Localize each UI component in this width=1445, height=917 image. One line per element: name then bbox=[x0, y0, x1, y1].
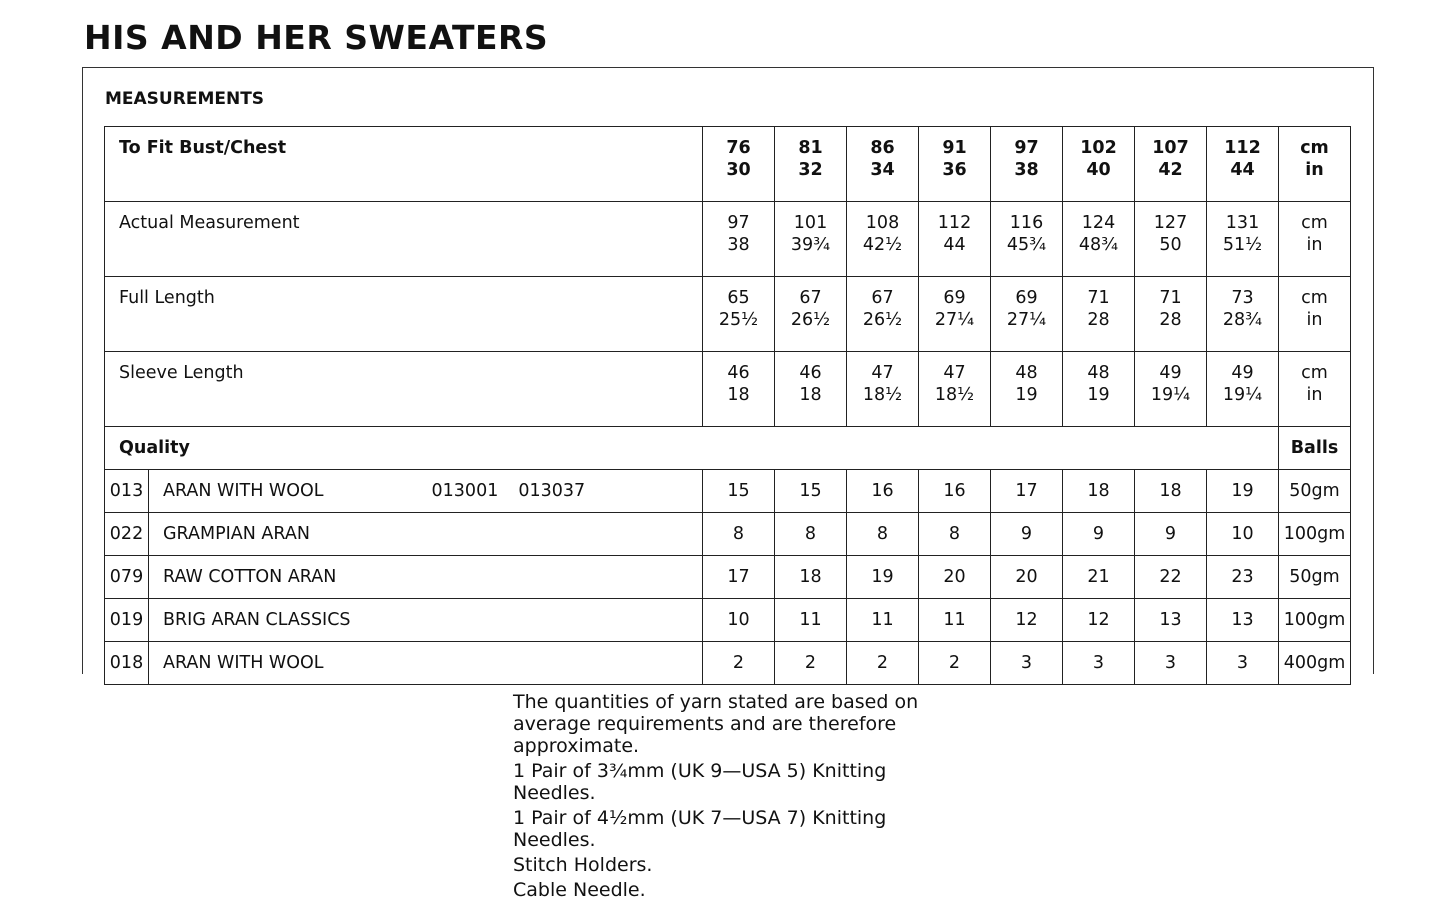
in-value: 26½ bbox=[862, 310, 903, 330]
yarn-name-cell bbox=[149, 642, 703, 685]
in-value: 42½ bbox=[862, 235, 903, 255]
note-line: 1 Pair of 4½mm (UK 7—USA 7) Knitting Needles. bbox=[513, 807, 887, 851]
in-value: 36 bbox=[942, 160, 967, 180]
cm-value: 69 bbox=[943, 288, 966, 308]
cm-value: 116 bbox=[1009, 213, 1044, 233]
measure-cell bbox=[1063, 277, 1135, 352]
cm-value: 107 bbox=[1152, 138, 1189, 158]
balls-cell: 9 bbox=[1063, 513, 1135, 556]
balls-cell: 12 bbox=[1063, 599, 1135, 642]
size-cell bbox=[991, 127, 1063, 202]
measure-cell bbox=[991, 202, 1063, 277]
balls-cell: 2 bbox=[703, 642, 775, 685]
ball-weight: 100gm bbox=[1279, 599, 1351, 642]
in-value: 19 bbox=[1015, 385, 1038, 405]
yarn-name: ARAN WITH WOOL bbox=[163, 653, 324, 673]
cm-value: cm bbox=[1300, 138, 1329, 158]
yarn-code: 022 bbox=[105, 513, 149, 556]
balls-label: Balls bbox=[1279, 427, 1351, 470]
ball-weight: 100gm bbox=[1279, 513, 1351, 556]
measure-cell bbox=[775, 202, 847, 277]
balls-cell: 11 bbox=[847, 599, 919, 642]
yarn-code: 079 bbox=[105, 556, 149, 599]
cm-value: 71 bbox=[1087, 288, 1110, 308]
measure-cell bbox=[775, 352, 847, 427]
balls-cell: 18 bbox=[1135, 470, 1207, 513]
measure-cell bbox=[1063, 202, 1135, 277]
yarn-name-cell bbox=[149, 599, 703, 642]
cm-value: 81 bbox=[798, 138, 823, 158]
in-value: 39¾ bbox=[790, 235, 831, 255]
size-cell bbox=[703, 127, 775, 202]
header-label: To Fit Bust/Chest bbox=[105, 127, 703, 202]
in-value: 19 bbox=[1087, 385, 1110, 405]
cm-value: 49 bbox=[1159, 363, 1182, 383]
cm-value: 48 bbox=[1015, 363, 1038, 383]
note-line: Stitch Holders. bbox=[513, 854, 653, 876]
balls-cell: 16 bbox=[847, 470, 919, 513]
cm-value: 71 bbox=[1159, 288, 1182, 308]
balls-cell: 11 bbox=[919, 599, 991, 642]
balls-cell: 11 bbox=[775, 599, 847, 642]
measurements-table bbox=[104, 126, 1351, 685]
shade-code: 013001 bbox=[431, 481, 499, 501]
unit-cell bbox=[1279, 352, 1351, 427]
balls-cell: 12 bbox=[991, 599, 1063, 642]
balls-cell: 8 bbox=[919, 513, 991, 556]
measure-cell bbox=[1207, 352, 1279, 427]
balls-cell: 17 bbox=[991, 470, 1063, 513]
measure-cell bbox=[919, 277, 991, 352]
cm-value: 127 bbox=[1153, 213, 1188, 233]
page-title: HIS AND HER SWEATERS bbox=[84, 18, 549, 57]
cm-value: 48 bbox=[1087, 363, 1110, 383]
in-value: 25½ bbox=[718, 310, 759, 330]
balls-cell: 16 bbox=[919, 470, 991, 513]
balls-cell: 19 bbox=[1207, 470, 1279, 513]
cm-value: 102 bbox=[1080, 138, 1117, 158]
size-cell bbox=[1207, 127, 1279, 202]
in-value: 40 bbox=[1086, 160, 1111, 180]
measure-cell bbox=[775, 277, 847, 352]
measure-cell bbox=[1207, 277, 1279, 352]
in-value: 18½ bbox=[862, 385, 903, 405]
measurements-heading: MEASUREMENTS bbox=[105, 89, 265, 109]
cm-value: 91 bbox=[942, 138, 967, 158]
cm-value: 67 bbox=[799, 288, 822, 308]
cm-value: 47 bbox=[943, 363, 966, 383]
quality-row bbox=[105, 427, 1351, 470]
cm-value: 73 bbox=[1231, 288, 1254, 308]
measure-cell bbox=[847, 202, 919, 277]
in-value: 19¼ bbox=[1222, 385, 1263, 405]
size-cell bbox=[919, 127, 991, 202]
in-value: 50 bbox=[1159, 235, 1182, 255]
balls-cell: 17 bbox=[703, 556, 775, 599]
unit-cell bbox=[1279, 127, 1351, 202]
balls-cell: 10 bbox=[1207, 513, 1279, 556]
yarn-name: BRIG ARAN CLASSICS bbox=[163, 610, 351, 630]
yarn-name-cell bbox=[149, 556, 703, 599]
size-cell bbox=[1135, 127, 1207, 202]
in-value: 19¼ bbox=[1150, 385, 1191, 405]
measure-cell bbox=[1135, 352, 1207, 427]
balls-cell: 22 bbox=[1135, 556, 1207, 599]
measure-cell bbox=[703, 352, 775, 427]
cm-value: 112 bbox=[937, 213, 972, 233]
in-value: 28 bbox=[1159, 310, 1182, 330]
cm-value: 101 bbox=[793, 213, 828, 233]
yarn-row bbox=[105, 599, 1351, 642]
balls-cell: 20 bbox=[919, 556, 991, 599]
balls-cell: 2 bbox=[847, 642, 919, 685]
balls-cell: 3 bbox=[1207, 642, 1279, 685]
in-value: 51½ bbox=[1222, 235, 1263, 255]
measure-cell bbox=[919, 202, 991, 277]
in-value: 18 bbox=[799, 385, 822, 405]
measure-cell bbox=[703, 277, 775, 352]
yarn-row bbox=[105, 556, 1351, 599]
cm-value: 67 bbox=[871, 288, 894, 308]
balls-cell: 8 bbox=[847, 513, 919, 556]
measure-cell bbox=[991, 277, 1063, 352]
balls-cell: 23 bbox=[1207, 556, 1279, 599]
in-value: 42 bbox=[1158, 160, 1183, 180]
measure-row bbox=[105, 277, 1351, 352]
in-value: 27¼ bbox=[934, 310, 975, 330]
balls-cell: 18 bbox=[775, 556, 847, 599]
balls-cell: 13 bbox=[1207, 599, 1279, 642]
note-line: Cable Needle. bbox=[513, 879, 646, 901]
measure-cell bbox=[1135, 202, 1207, 277]
size-cell bbox=[1063, 127, 1135, 202]
measure-label: Sleeve Length bbox=[105, 352, 703, 427]
yarn-name-cell bbox=[149, 513, 703, 556]
cm-value: 65 bbox=[727, 288, 750, 308]
in-value: 38 bbox=[1014, 160, 1039, 180]
yarn-row bbox=[105, 513, 1351, 556]
measure-label: Full Length bbox=[105, 277, 703, 352]
balls-cell: 2 bbox=[775, 642, 847, 685]
in-value: 38 bbox=[727, 235, 750, 255]
in-value: 28 bbox=[1087, 310, 1110, 330]
balls-cell: 15 bbox=[775, 470, 847, 513]
cm-value: 131 bbox=[1225, 213, 1260, 233]
balls-cell: 21 bbox=[1063, 556, 1135, 599]
yarn-code: 013 bbox=[105, 470, 149, 513]
size-cell bbox=[847, 127, 919, 202]
in-value: 27¼ bbox=[1006, 310, 1047, 330]
cm-value: 124 bbox=[1081, 213, 1116, 233]
measure-cell bbox=[1207, 202, 1279, 277]
note-line: The quantities of yarn stated are based on average requirements and are therefore approximate. bbox=[513, 691, 919, 757]
balls-cell: 8 bbox=[703, 513, 775, 556]
in-value: in bbox=[1306, 310, 1323, 330]
cm-value: cm bbox=[1301, 363, 1328, 383]
cm-value: 46 bbox=[727, 363, 750, 383]
balls-cell: 18 bbox=[1063, 470, 1135, 513]
ball-weight: 50gm bbox=[1279, 556, 1351, 599]
balls-cell: 3 bbox=[991, 642, 1063, 685]
in-value: 34 bbox=[870, 160, 895, 180]
in-value: in bbox=[1306, 235, 1323, 255]
balls-cell: 8 bbox=[775, 513, 847, 556]
cm-value: 47 bbox=[871, 363, 894, 383]
in-value: 18½ bbox=[934, 385, 975, 405]
measure-cell bbox=[1135, 277, 1207, 352]
balls-cell: 13 bbox=[1135, 599, 1207, 642]
balls-cell: 19 bbox=[847, 556, 919, 599]
measure-cell bbox=[919, 352, 991, 427]
yarn-name: RAW COTTON ARAN bbox=[163, 567, 337, 587]
cm-value: 97 bbox=[727, 213, 750, 233]
in-value: 18 bbox=[727, 385, 750, 405]
quality-label: Quality bbox=[105, 427, 1279, 470]
measure-cell bbox=[703, 202, 775, 277]
measure-row bbox=[105, 202, 1351, 277]
measure-cell bbox=[847, 352, 919, 427]
balls-cell: 3 bbox=[1063, 642, 1135, 685]
yarn-name: ARAN WITH WOOL bbox=[163, 481, 324, 501]
measure-cell bbox=[991, 352, 1063, 427]
yarn-row bbox=[105, 470, 1351, 513]
note-line: 1 Pair of 3¾mm (UK 9—USA 5) Knitting Needles. bbox=[513, 760, 887, 804]
cm-value: 86 bbox=[870, 138, 895, 158]
yarn-row bbox=[105, 642, 1351, 685]
shade-code: 013037 bbox=[518, 481, 586, 501]
unit-cell bbox=[1279, 277, 1351, 352]
size-cell bbox=[775, 127, 847, 202]
balls-cell: 9 bbox=[1135, 513, 1207, 556]
balls-cell: 2 bbox=[919, 642, 991, 685]
yarn-code: 019 bbox=[105, 599, 149, 642]
yarn-code: 018 bbox=[105, 642, 149, 685]
balls-cell: 3 bbox=[1135, 642, 1207, 685]
cm-value: cm bbox=[1301, 213, 1328, 233]
cm-value: 108 bbox=[865, 213, 900, 233]
balls-cell: 20 bbox=[991, 556, 1063, 599]
yarn-name-cell bbox=[149, 470, 703, 513]
in-value: 44 bbox=[943, 235, 966, 255]
in-value: 26½ bbox=[790, 310, 831, 330]
cm-value: 49 bbox=[1231, 363, 1254, 383]
cm-value: 112 bbox=[1224, 138, 1261, 158]
cm-value: 76 bbox=[726, 138, 751, 158]
ball-weight: 50gm bbox=[1279, 470, 1351, 513]
measure-cell bbox=[847, 277, 919, 352]
cm-value: 69 bbox=[1015, 288, 1038, 308]
cm-value: cm bbox=[1301, 288, 1328, 308]
balls-cell: 15 bbox=[703, 470, 775, 513]
measure-label: Actual Measurement bbox=[105, 202, 703, 277]
unit-cell bbox=[1279, 202, 1351, 277]
cm-value: 97 bbox=[1014, 138, 1039, 158]
in-value: in bbox=[1305, 160, 1324, 180]
balls-cell: 10 bbox=[703, 599, 775, 642]
ball-weight: 400gm bbox=[1279, 642, 1351, 685]
in-value: 48¾ bbox=[1078, 235, 1119, 255]
yarn-name: GRAMPIAN ARAN bbox=[163, 524, 310, 544]
measure-cell bbox=[1063, 352, 1135, 427]
balls-cell: 9 bbox=[991, 513, 1063, 556]
in-value: 28¾ bbox=[1222, 310, 1263, 330]
measure-row bbox=[105, 352, 1351, 427]
in-value: in bbox=[1306, 385, 1323, 405]
in-value: 45¾ bbox=[1006, 235, 1047, 255]
header-row bbox=[105, 127, 1351, 202]
in-value: 30 bbox=[726, 160, 751, 180]
cm-value: 46 bbox=[799, 363, 822, 383]
in-value: 32 bbox=[798, 160, 823, 180]
in-value: 44 bbox=[1230, 160, 1255, 180]
notes bbox=[513, 691, 933, 904]
